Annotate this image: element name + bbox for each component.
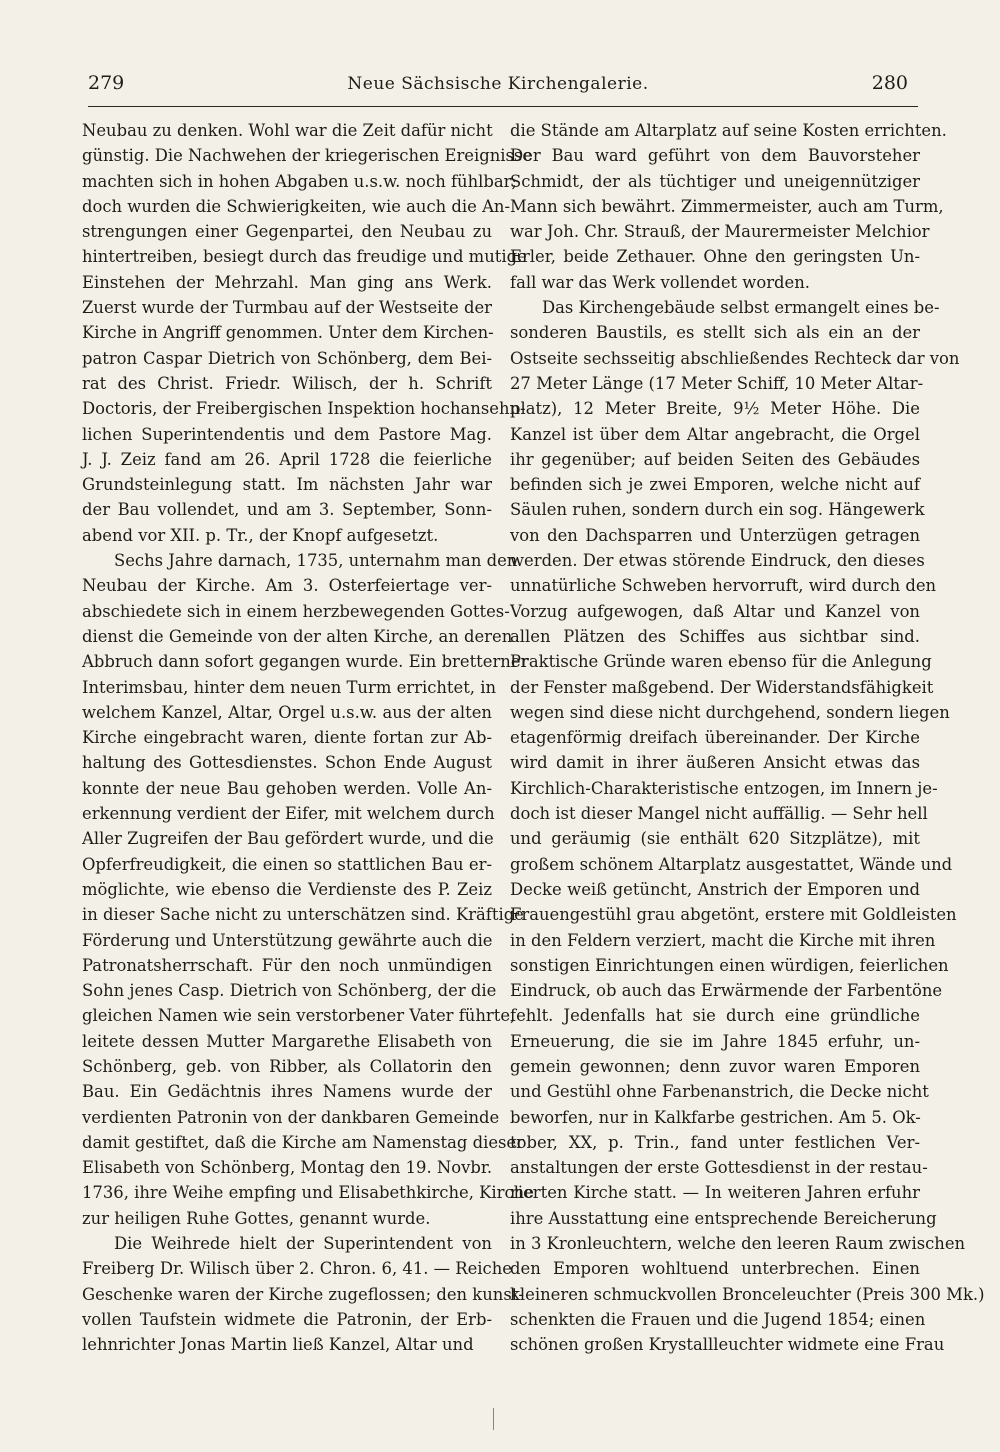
text-line: lichen Superintendentis und dem Pastore Mag. [82, 424, 492, 444]
text-line: Freiberg Dr. Wilisch über 2. Chron. 6, 41. — Reiche [82, 1259, 512, 1279]
text-line: hintertreiben, besiegt durch das freudige und mutige [82, 247, 527, 267]
text-line: rat des Christ. Friedr. Wilisch, der h. Schrift [82, 373, 492, 393]
text-line: Patronatsherrschaft. Für den noch unmündigen [82, 955, 492, 975]
text-line: Doctoris, der Freibergischen Inspektion hochansehn- [82, 399, 526, 419]
text-line: wegen sind diese nicht durchgehend, sondern liegen [510, 702, 950, 722]
text-line: sonstigen Einrichtungen einen würdigen, feierlichen [510, 955, 949, 975]
text-line: etagenförmig dreifach übereinander. Der Kirche [510, 728, 920, 748]
text-line: Neubau zu denken. Wohl war die Zeit dafür nicht [82, 121, 493, 140]
page-number-left: 279 [88, 72, 125, 94]
text-line: lehnrichter Jonas Martin ließ Kanzel, Altar und [82, 1335, 474, 1355]
text-line: allen Plätzen des Schiffes aus sichtbar sind. [510, 626, 920, 646]
text-line: patron Caspar Dietrich von Schönberg, dem Bei- [82, 348, 492, 368]
text-line: doch ist dieser Mangel nicht auffällig. — Sehr hell [510, 804, 928, 824]
page-mark [493, 1408, 494, 1430]
text-column-right [510, 118, 985, 1358]
text-line: schenkten die Frauen und die Jugend 1854; einen [510, 1309, 926, 1329]
text-line: Das Kirchengebäude selbst ermangelt eines be- [542, 298, 940, 318]
text-line: Neubau der Kirche. Am 3. Osterfeiertage ver- [82, 576, 492, 596]
text-line: haltung des Gottesdienstes. Schon Ende August [82, 753, 492, 773]
text-line: Kirche in Angriff genommen. Unter dem Kirchen- [82, 323, 494, 343]
text-line: abend vor XII. p. Tr., der Knopf aufgesetzt. [82, 525, 439, 545]
text-line: ihr gegenüber; auf beiden Seiten des Gebäudes [510, 449, 920, 469]
text-line: der Bau vollendet, und am 3. September, Sonn- [82, 500, 492, 520]
text-line: Kanzel ist über dem Altar angebracht, die Orgel [510, 424, 920, 444]
text-line: vollen Taufstein widmete die Patronin, der Erb- [82, 1309, 492, 1329]
text-line: und Gestühl ohne Farbenanstrich, die Decke nicht [510, 1082, 929, 1102]
text-line: Opferfreudigkeit, die einen so stattlichen Bau er- [82, 854, 492, 874]
text-line: Bau. Ein Gedächtnis ihres Namens wurde der [82, 1082, 492, 1102]
text-line: in den Feldern verziert, macht die Kirche mit ihren [510, 930, 936, 950]
text-line: Die Weihrede hielt der Superintendent von [114, 1234, 492, 1254]
text-line: befinden sich je zwei Emporen, welche nicht auf [510, 475, 920, 495]
text-line: 1736, ihre Weihe empfing und Elisabethkirche, Kirche [82, 1183, 534, 1203]
text-line: Schmidt, der als tüchtiger und uneigennütziger [510, 171, 920, 191]
text-line: Sechs Jahre darnach, 1735, unternahm man den [114, 551, 518, 571]
text-line: Praktische Gründe waren ebenso für die Anlegung [510, 652, 932, 672]
text-line: beworfen, nur in Kalkfarbe gestrichen. Am 5. Ok- [510, 1107, 921, 1127]
text-line: Förderung und Unterstützung gewährte auch die [82, 930, 493, 950]
text-line: welchem Kanzel, Altar, Orgel u.s.w. aus der alten [82, 702, 492, 722]
text-line: doch wurden die Schwierigkeiten, wie auch die An- [82, 196, 511, 216]
text-line: günstig. Die Nachwehen der kriegerischen Ereignisse [82, 146, 533, 166]
text-line: Säulen ruhen, sondern durch ein sog. Hängewerk [510, 500, 925, 520]
text-line: Zuerst wurde der Turmbau auf der Westseite der [82, 298, 492, 318]
text-line: war Joh. Chr. Strauß, der Maurermeister Melchior [510, 222, 930, 242]
text-line: Decke weiß getüncht, Anstrich der Emporen und [510, 879, 920, 899]
running-title: Neue Sächsische Kirchengalerie. [347, 74, 649, 94]
text-line: kleineren schmuckvollen Bronceleuchter (Preis 300 Mk.) [510, 1284, 985, 1304]
text-line: Schönberg, geb. von Ribber, als Collatorin den [82, 1056, 492, 1076]
text-line: fehlt. Jedenfalls hat sie durch eine gründliche [510, 1006, 920, 1026]
text-line: der Fenster maßgebend. Der Widerstandsfähigkeit [510, 677, 934, 697]
text-line: machten sich in hohen Abgaben u.s.w. noch fühlbar; [82, 171, 518, 191]
text-line: Sohn jenes Casp. Dietrich von Schönberg, der die [82, 981, 497, 1001]
text-line: abschiedete sich in einem herzbewegenden Gottes- [82, 601, 510, 621]
text-line: anstaltungen der erste Gottesdienst in der restau- [510, 1158, 928, 1178]
text-line: Abbruch dann sofort gegangen wurde. Ein bretterner [82, 652, 529, 672]
header-rule [88, 106, 918, 107]
text-line: unnatürliche Schweben hervorruft, wird durch den [510, 576, 937, 596]
text-line: Geschenke waren der Kirche zugeflossen; den kunst- [82, 1284, 524, 1304]
text-line: platz), 12 Meter Breite, 9½ Meter Höhe. Die [510, 399, 920, 419]
text-line: schönen großen Krystallleuchter widmete eine Frau [510, 1335, 945, 1355]
text-line: Vorzug aufgewogen, daß Altar und Kanzel von [510, 601, 920, 621]
text-line: Frauengestühl grau abgetönt, erstere mit Goldleisten [510, 905, 957, 925]
text-line: gleichen Namen wie sein verstorbener Vater führte, [82, 1006, 516, 1026]
page-number-right: 280 [871, 72, 908, 94]
text-line: damit gestiftet, daß die Kirche am Namenstag dieser [82, 1132, 524, 1152]
text-line: rierten Kirche statt. — In weiteren Jahren erfuhr [510, 1183, 920, 1203]
running-header [88, 72, 908, 102]
text-line: J. J. Zeiz fand am 26. April 1728 die feierliche [82, 449, 492, 469]
text-line: konnte der neue Bau gehoben werden. Volle An- [82, 778, 492, 798]
text-line: Mann sich bewährt. Zimmermeister, auch am Turm, [510, 196, 944, 216]
text-line: Aller Zugreifen der Bau gefördert wurde, und die [82, 829, 494, 849]
text-column-left [82, 118, 534, 1358]
text-line: leitete dessen Mutter Margarethe Elisabeth von [82, 1031, 492, 1051]
text-line: Kirche eingebracht waren, diente fortan zur Ab- [82, 728, 492, 748]
text-line: strengungen einer Gegenpartei, den Neubau zu [82, 222, 492, 242]
text-line: Erler, beide Zethauer. Ohne den geringsten Un- [510, 247, 920, 267]
text-line: Ostseite sechsseitig abschließendes Rechteck dar von [510, 348, 960, 368]
text-line: Der Bau ward geführt von dem Bauvorsteher [510, 146, 920, 166]
text-line: erkennung verdient der Eifer, mit welchem durch [82, 804, 495, 824]
text-line: Erneuerung, die sie im Jahre 1845 erfuhr, un- [510, 1031, 920, 1051]
text-line: Grundsteinlegung statt. Im nächsten Jahr war [82, 475, 492, 495]
text-line: die Stände am Altarplatz auf seine Kosten errichten. [510, 121, 947, 140]
text-line: in 3 Kronleuchtern, welche den leeren Raum zwischen [510, 1234, 966, 1254]
text-line: fall war das Werk vollendet worden. [510, 272, 811, 292]
text-line: dienst die Gemeinde von der alten Kirche, an deren [82, 626, 513, 646]
text-line: von den Dachsparren und Unterzügen getragen [510, 525, 920, 545]
text-line: werden. Der etwas störende Eindruck, den dieses [510, 551, 925, 571]
text-line: sonderen Baustils, es stellt sich als ein an der [510, 323, 920, 343]
text-line: ihre Ausstattung eine entsprechende Bereicherung [510, 1208, 937, 1228]
text-line: wird damit in ihrer äußeren Ansicht etwas das [510, 753, 920, 773]
text-line: verdienten Patronin von der dankbaren Gemeinde [82, 1107, 500, 1127]
text-line: Einstehen der Mehrzahl. Man ging ans Werk. [82, 272, 492, 292]
text-line: in dieser Sache nicht zu unterschätzen sind. Kräftige [82, 905, 524, 925]
text-line: zur heiligen Ruhe Gottes, genannt wurde. [82, 1208, 431, 1228]
text-line: Eindruck, ob auch das Erwärmende der Farbentöne [510, 981, 943, 1001]
text-line: großem schönem Altarplatz ausgestattet, Wände und [510, 854, 953, 874]
text-line: und geräumig (sie enthält 620 Sitzplätze), mit [510, 829, 920, 849]
text-line: den Emporen wohltuend unterbrechen. Einen [510, 1259, 920, 1279]
text-line: Elisabeth von Schönberg, Montag den 19. Novbr. [82, 1158, 493, 1178]
text-line: Kirchlich-Charakteristische entzogen, im Innern je- [510, 778, 938, 798]
text-line: möglichte, wie ebenso die Verdienste des P. Zeiz [82, 879, 492, 899]
text-line: 27 Meter Länge (17 Meter Schiff, 10 Meter Altar- [510, 373, 924, 393]
text-line: gemein gewonnen; denn zuvor waren Emporen [510, 1056, 920, 1076]
text-line: tober, XX, p. Trin., fand unter festlichen Ver- [510, 1132, 920, 1152]
text-line: Interimsbau, hinter dem neuen Turm errichtet, in [82, 677, 497, 697]
